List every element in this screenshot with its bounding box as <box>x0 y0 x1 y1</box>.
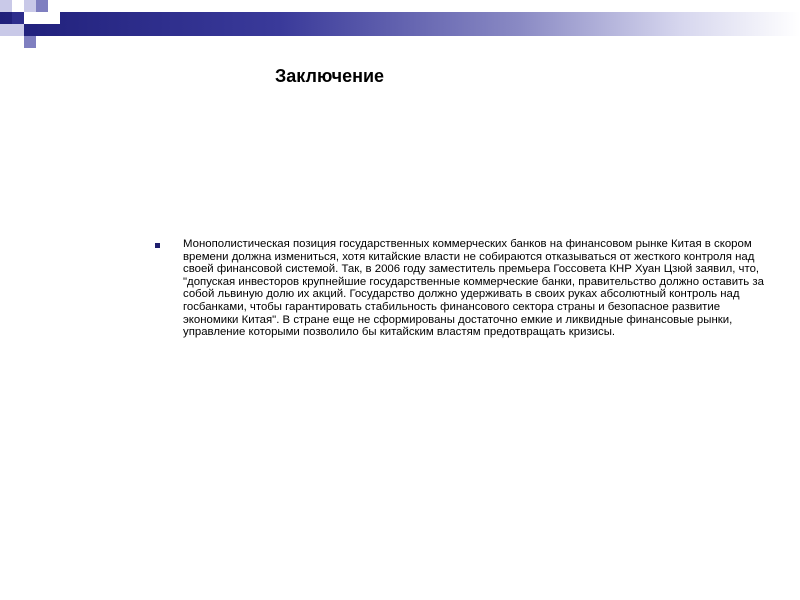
decor-square <box>36 0 48 12</box>
slide-title: Заключение <box>275 66 385 86</box>
decor-square <box>12 12 24 24</box>
decor-square <box>0 24 12 36</box>
decor-square <box>24 12 36 24</box>
decor-square <box>0 0 12 12</box>
bullet-item <box>155 238 770 339</box>
square-bullet-icon <box>155 243 160 248</box>
decor-square <box>24 0 36 12</box>
decor-square <box>48 12 60 24</box>
decor-square <box>24 36 36 48</box>
slide-title-container <box>275 66 384 87</box>
slide-content <box>155 238 770 339</box>
decor-square <box>36 12 48 24</box>
header-decorative-band <box>0 12 800 36</box>
bullet-text: Монополистическая позиция государственных коммерческих банков на финансовом рынке Китая в скором времени должна измениться, хотя китайские власти не собираются отказываться от жесткого контроля над своей финансовой системой. Так, в 2006 году заместитель премьера Госсовета КНР Хуан Цзюй заявил, что, "допуская инвесторов крупнейшие государственные коммерческие банки, правительство должно оставить за собой львиную долю их акций. Государство должно удерживать в своих руках абсолютный контроль над госбанками, чтобы гарантировать стабильность финансового сектора страны и безопасное развитие экономики Китая". В стране еще не сформированы достаточно емкие и ликвидные финансовые рынки, управление которыми позволило бы китайским властям предотвращать кризисы. <box>183 238 764 339</box>
decor-square <box>12 24 24 36</box>
